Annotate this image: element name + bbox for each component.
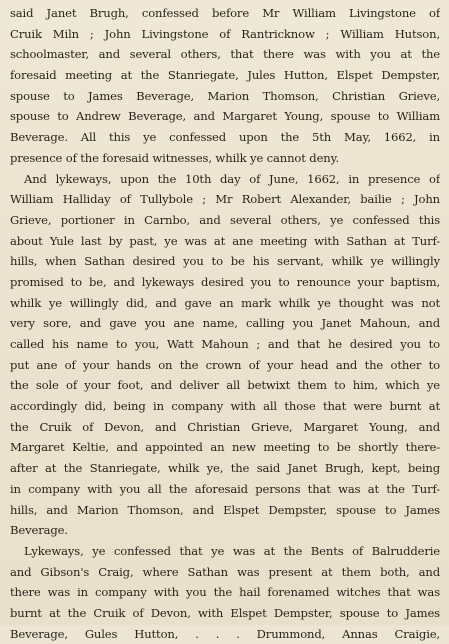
text-line: Lykeways, ye confessed that ye was at the Bents of Balrudderie — [24, 543, 440, 558]
text-line: Cruik Miln ; John Livingstone of Rantricknow ; William Hutson, — [10, 26, 440, 41]
text-line: after at the Stanriegate, whilk ye, the said Janet Brugh, kept, being — [10, 461, 440, 476]
text-line: the sole of your foot, and deliver all betwixt them to him, which ye — [10, 378, 440, 393]
text-line: about Yule last by past, ye was at ane meeting with Sathan at Turf- — [10, 233, 440, 248]
text-line: the Cruik of Devon, and Christian Grieve, Margaret Young, and — [10, 419, 440, 434]
text-line: William Halliday of Tullybole ; Mr Robert Alexander, bailie ; John — [10, 192, 440, 207]
text-line: hills, and Marion Thomson, and Elspet Dempster, spouse to James — [10, 502, 440, 517]
text-line: Beverage. — [10, 523, 68, 538]
text-line: Beverage, Gules Hutton, . . . Drummond, Annas Craigie, — [10, 626, 440, 641]
text-line: and Gibson's Craig, where Sathan was present at them both, and — [10, 564, 440, 579]
text-line: promised to be, and lykeways desired you to renounce your baptism, — [10, 274, 440, 289]
text-line: whilk ye willingly did, and gave an mark whilk ye thought was not — [10, 295, 440, 310]
text-line: Margaret Keltie, and appointed an new meeting to be shortly there- — [10, 440, 440, 455]
paragraph — [10, 3, 440, 169]
text-line: hills, when Sathan desired you to be his servant, whilk ye willingly — [10, 254, 440, 269]
text-line: in company with you all the aforesaid persons that was at the Turf- — [10, 481, 440, 496]
text-line: spouse to Andrew Beverage, and Margaret Young, spouse to William — [10, 109, 440, 124]
text-line: accordingly did, being in company with all those that were burnt at — [10, 399, 440, 414]
text-line: Grieve, portioner in Carnbo, and several others, ye confessed this — [10, 212, 440, 227]
text-line: there was in company with you the hail forenamed witches that was — [10, 585, 440, 600]
paragraph — [10, 541, 440, 644]
page-text — [10, 3, 440, 644]
text-line: Beverage. All this ye confessed upon the 5th May, 1662, in — [10, 130, 440, 145]
paragraph — [10, 169, 440, 541]
text-line: foresaid meeting at the Stanriegate, Jules Hutton, Elspet Dempster, — [10, 68, 440, 83]
text-line: said Janet Brugh, confessed before Mr William Livingstone of — [10, 6, 440, 20]
text-line: put ane of your hands on the crown of your head and the other to — [10, 357, 440, 372]
text-line: And lykeways, upon the 10th day of June, 1662, in presence of — [24, 171, 440, 186]
text-line: called his name to you, Watt Mahoun ; and that he desired you to — [10, 337, 440, 351]
text-line: presence of the foresaid witnesses, whilk ye cannot deny. — [10, 150, 339, 165]
text-line: schoolmaster, and several others, that there was with you at the — [10, 47, 440, 62]
text-line: burnt at the Cruik of Devon, with Elspet Dempster, spouse to James — [10, 605, 440, 620]
text-line: spouse to James Beverage, Marion Thomson, Christian Grieve, — [10, 88, 440, 103]
text-line: very sore, and gave you ane name, calling you Janet Mahoun, and — [10, 316, 440, 331]
